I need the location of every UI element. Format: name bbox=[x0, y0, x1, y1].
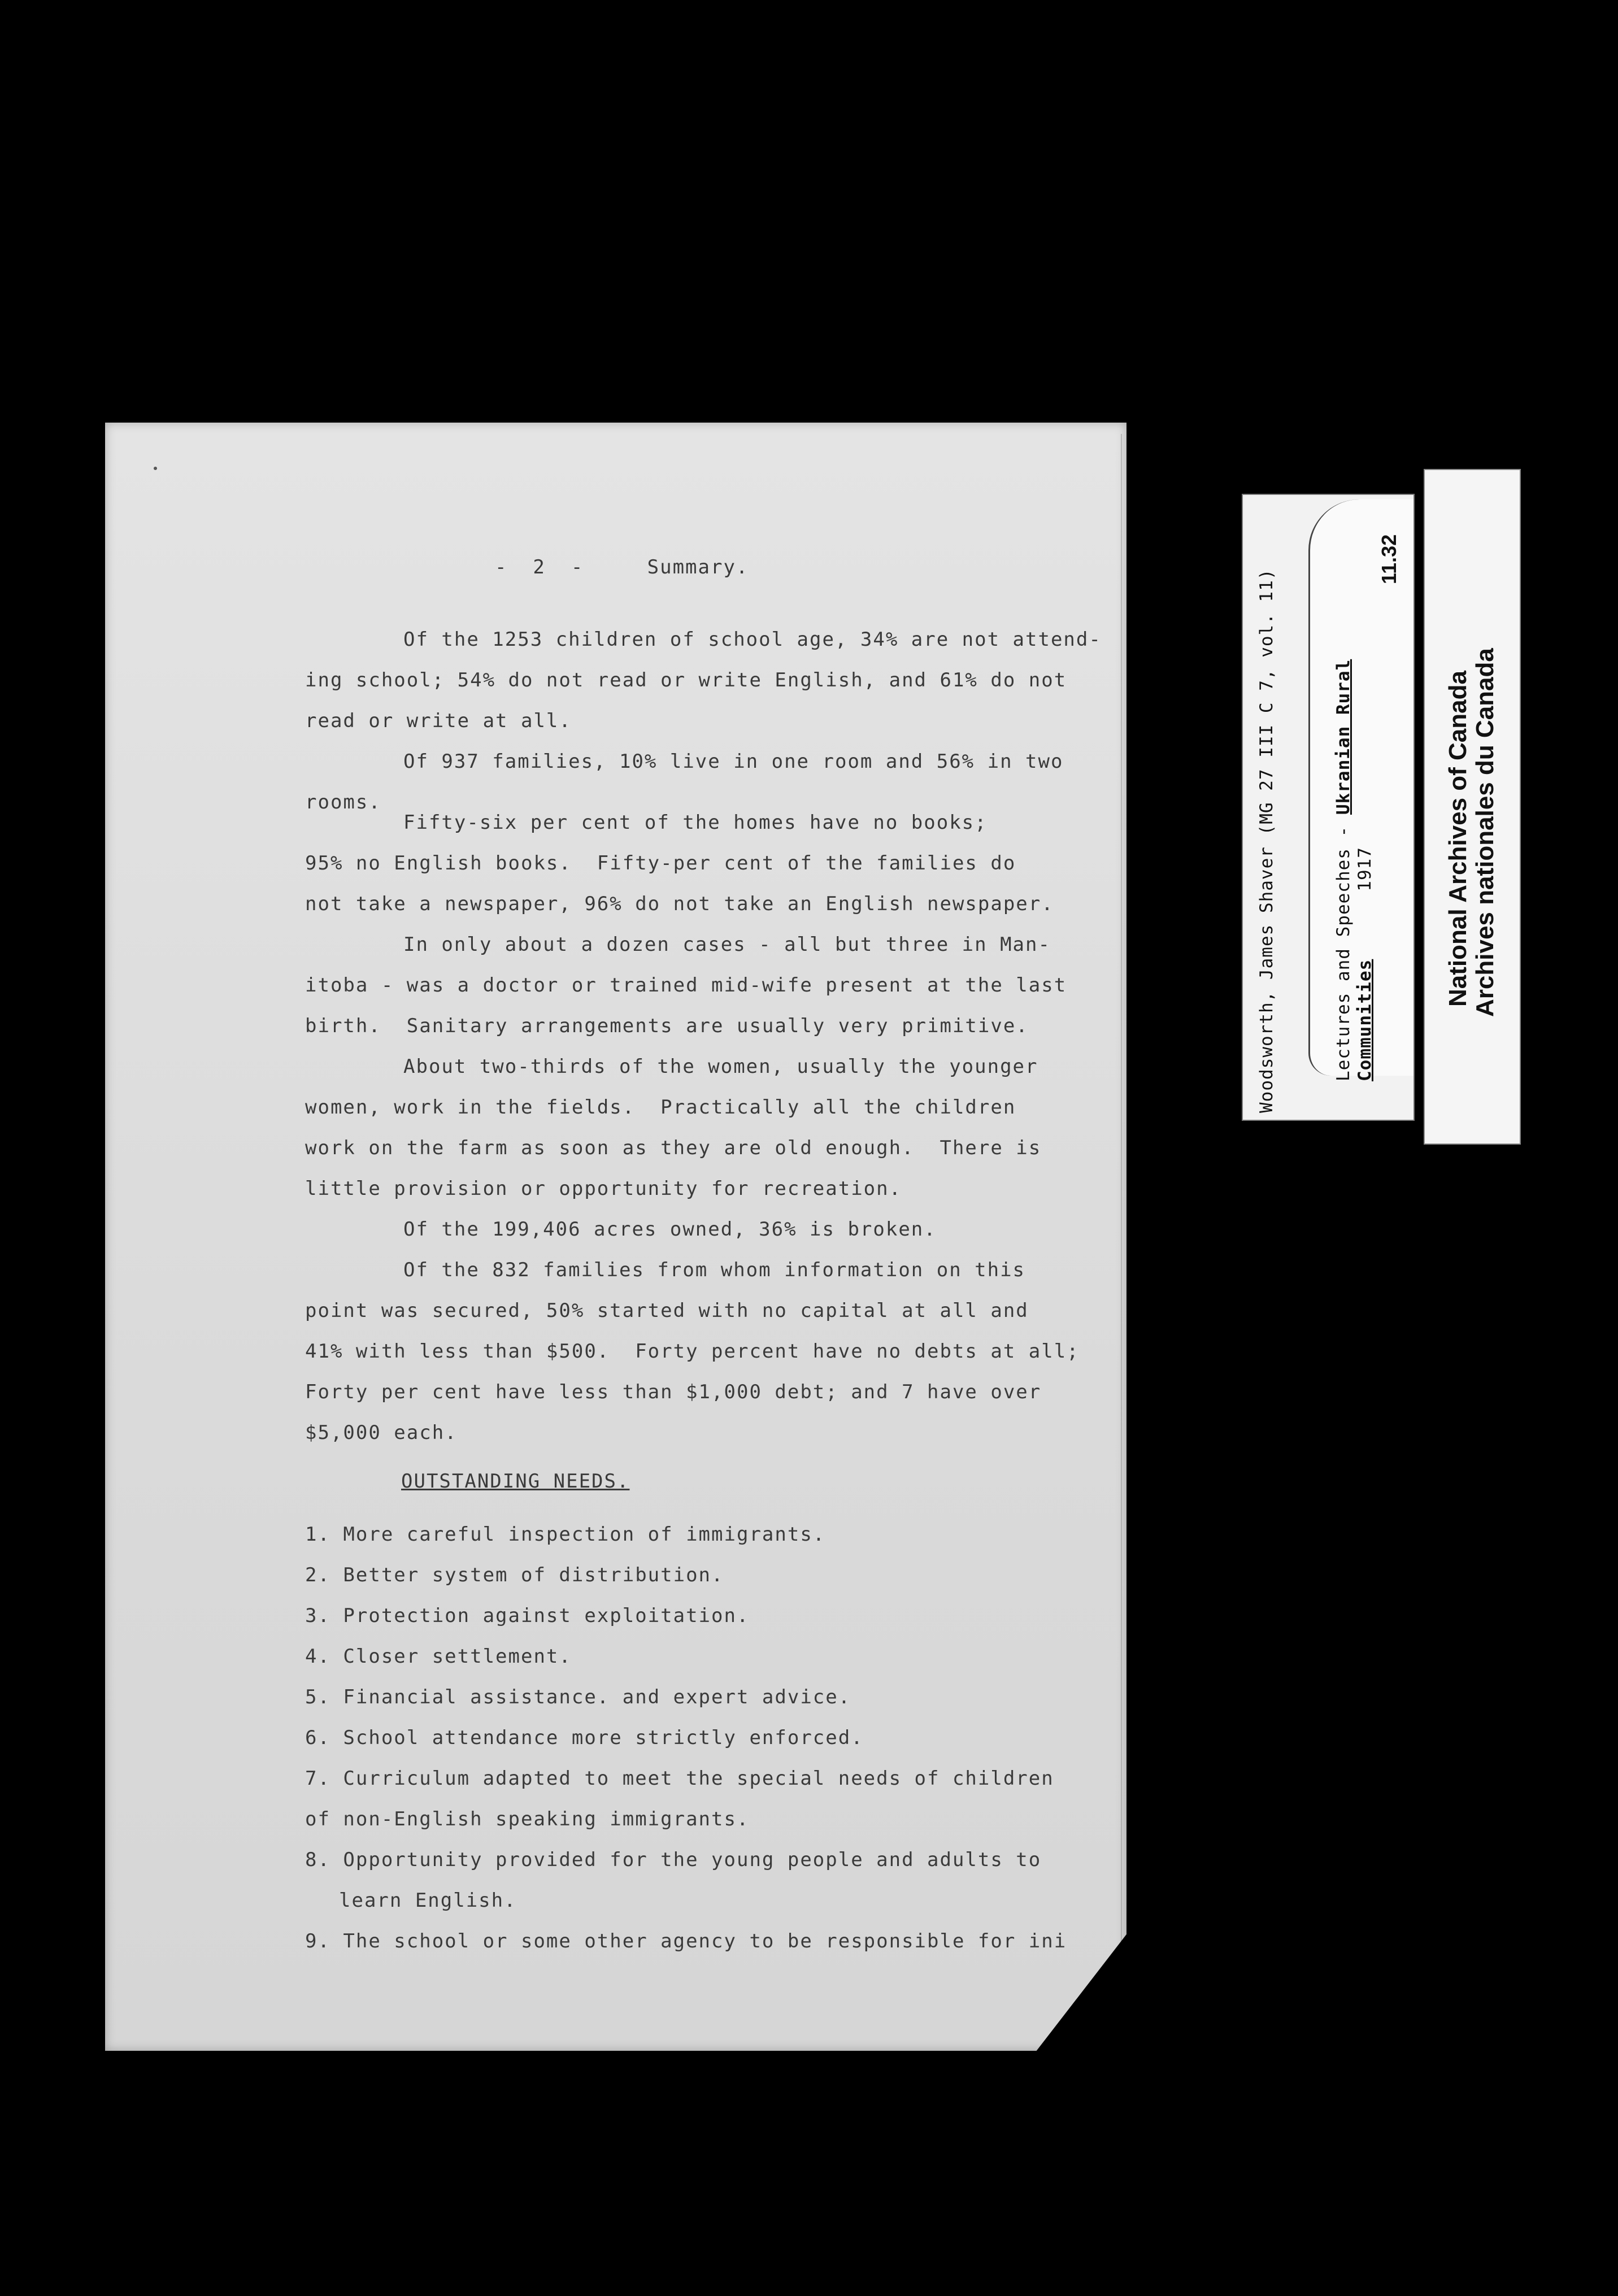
text-line: 95% no English books. Fifty-per cent of the families do bbox=[305, 852, 1016, 875]
text-line: ing school; 54% do not read or write English, and 61% do not bbox=[305, 669, 1067, 692]
label-title-prefix: Lectures and Speeches - bbox=[1333, 815, 1354, 1081]
paragraph-acres bbox=[305, 1209, 1175, 1250]
needs-item: 4. Closer settlement. bbox=[305, 1645, 572, 1668]
text-line: Of the 832 families from whom information on this bbox=[403, 1259, 1026, 1281]
needs-item: 8. Opportunity provided for the young people and adults to bbox=[305, 1849, 1042, 1871]
label-title-line-1 bbox=[1333, 659, 1354, 1081]
text-line: rooms. bbox=[305, 791, 381, 814]
needs-item: 2. Better system of distribution. bbox=[305, 1564, 724, 1586]
paragraph-medical bbox=[305, 924, 1175, 1046]
text-line: 41% with less than $500. Forty percent have no debts at all; bbox=[305, 1340, 1080, 1363]
text-line: not take a newspaper, 96% do not take an English newspaper. bbox=[305, 893, 1054, 915]
label-title-communities: Communities bbox=[1355, 959, 1375, 1081]
label-year: 1917 bbox=[1355, 847, 1375, 892]
archive-name-english: National Archives of Canada bbox=[1444, 671, 1472, 1007]
text-line: work on the farm as soon as they are old enough. There is bbox=[305, 1137, 1042, 1159]
label-title-line-2 bbox=[1355, 847, 1375, 1081]
label-item-number: 11.32 bbox=[1377, 534, 1400, 584]
text-line: birth. Sanitary arrangements are usually very primitive. bbox=[305, 1015, 1029, 1037]
needs-item: 7. Curriculum adapted to meet the special needs of children bbox=[305, 1767, 1054, 1790]
paragraph-families bbox=[305, 741, 1175, 924]
needs-item: 1. More careful inspection of immigrants. bbox=[305, 1523, 826, 1546]
needs-item: 5. Financial assistance. and expert advice. bbox=[305, 1686, 851, 1708]
paper-mark bbox=[154, 467, 157, 470]
paragraph-school-attendance bbox=[305, 619, 1175, 741]
paragraph-capital bbox=[305, 1250, 1175, 1453]
text-line: read or write at all. bbox=[305, 710, 572, 732]
text-line: About two-thirds of the women, usually the younger bbox=[403, 1055, 1038, 1078]
text-line: point was secured, 50% started with no capital at all and bbox=[305, 1299, 1029, 1322]
page-header: - 2 - Summary. bbox=[495, 556, 749, 579]
label-title-subject: Ukranian Rural bbox=[1333, 659, 1354, 815]
text-line: Fifty-six per cent of the homes have no books; bbox=[403, 811, 988, 834]
text-line: Of the 1253 children of school age, 34% are not attend- bbox=[403, 628, 1102, 651]
paragraph-women-children bbox=[305, 1046, 1175, 1209]
text-line: women, work in the fields. Practically all the children bbox=[305, 1096, 1016, 1119]
text-line: Of 937 families, 10% live in one room and 56% in two bbox=[403, 750, 1064, 773]
text-line: little provision or opportunity for recreation. bbox=[305, 1177, 902, 1200]
label-author: Woodsworth, James Shaver (MG 27 III C 7, vol. 11) bbox=[1256, 568, 1277, 1113]
needs-item: 9. The school or some other agency to be responsible for ini bbox=[305, 1930, 1067, 1953]
text-line: Forty per cent have less than $1,000 debt; and 7 have over bbox=[305, 1381, 1042, 1403]
section-heading-outstanding-needs: OUTSTANDING NEEDS. bbox=[401, 1470, 630, 1493]
needs-item: 6. School attendance more strictly enforced. bbox=[305, 1727, 864, 1749]
archive-name-french: Archives nationales du Canada bbox=[1471, 648, 1499, 1017]
needs-list bbox=[305, 1514, 1175, 1962]
text-line: In only about a dozen cases - all but three in Man- bbox=[403, 933, 1051, 956]
needs-item: 3. Protection against exploitation. bbox=[305, 1604, 750, 1627]
needs-item-continuation: learn English. bbox=[339, 1889, 517, 1912]
text-line: Of the 199,406 acres owned, 36% is broken. bbox=[403, 1218, 937, 1241]
text-line: itoba - was a doctor or trained mid-wife present at the last bbox=[305, 974, 1067, 997]
text-line: $5,000 each. bbox=[305, 1421, 458, 1444]
document-page bbox=[105, 423, 1126, 2051]
needs-item-continuation: of non-English speaking immigrants. bbox=[305, 1808, 750, 1830]
torn-corner bbox=[1034, 1930, 1130, 2054]
